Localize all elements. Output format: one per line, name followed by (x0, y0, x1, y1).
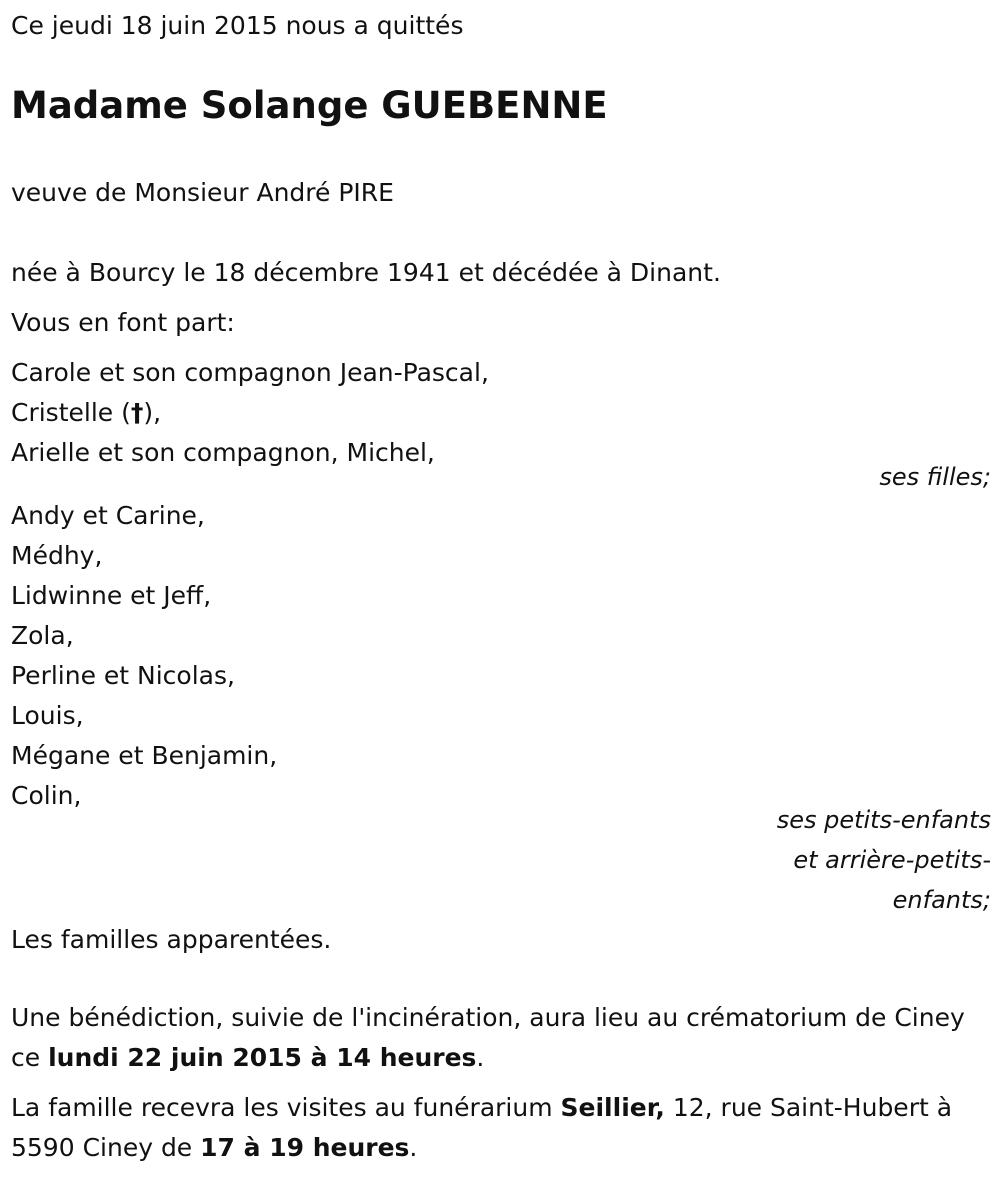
grandchild-line: Louis, (11, 701, 84, 730)
grandchild-line: Médhy, (11, 541, 103, 570)
daughter-name-suffix: ), (143, 398, 162, 427)
ceremony-paragraph (11, 998, 986, 1078)
grandchildren-role: ses petits-enfants et arrière-petits-enfants; (776, 806, 991, 914)
funeral-home-name: Seillier, (560, 1093, 665, 1122)
visiting-hours: 17 à 19 heures (200, 1133, 410, 1162)
ceremony-end: . (476, 1043, 485, 1072)
birth-death-line: née à Bourcy le 18 décembre 1941 et décédée à Dinant. (11, 258, 721, 287)
ceremony-datetime: lundi 22 juin 2015 à 14 heures (48, 1043, 477, 1072)
grandchild-line: Perline et Nicolas, (11, 661, 235, 690)
visits-text: La famille recevra les visites au funérarium (11, 1093, 561, 1122)
grandchild-line: Colin, (11, 781, 82, 810)
daughter-line (11, 393, 991, 433)
daughter-line: Carole et son compagnon Jean-Pascal, (11, 358, 489, 387)
daughters-list (11, 353, 991, 473)
grandchild-line: Andy et Carine, (11, 501, 205, 530)
grandchild-line: Zola, (11, 621, 74, 650)
widow-of-line: veuve de Monsieur André PIRE (11, 178, 394, 207)
grandchild-line: Lidwinne et Jeff, (11, 581, 212, 610)
grandchild-line: Mégane et Benjamin, (11, 741, 278, 770)
announce-line: Vous en font part: (11, 308, 235, 337)
visits-paragraph (11, 1088, 986, 1168)
dagger-icon: † (130, 398, 144, 427)
visits-end: . (409, 1133, 418, 1162)
grandchildren-list (11, 496, 991, 816)
visits-address: 12, rue Saint-Hubert à 5590 Ciney de (11, 1093, 953, 1162)
intro-line: Ce jeudi 18 juin 2015 nous a quittés (11, 11, 464, 40)
families-line: Les familles apparentées. (11, 925, 332, 954)
daughters-role: ses filles; (879, 463, 991, 491)
daughter-line: Arielle et son compagnon, Michel, (11, 438, 435, 467)
daughter-name-prefix: Cristelle ( (11, 398, 131, 427)
ceremony-text: Une bénédiction, suivie de l'incinération, aura lieu au crématorium de Ciney ce (11, 1003, 965, 1072)
deceased-name: Madame Solange GUEBENNE (11, 84, 608, 127)
